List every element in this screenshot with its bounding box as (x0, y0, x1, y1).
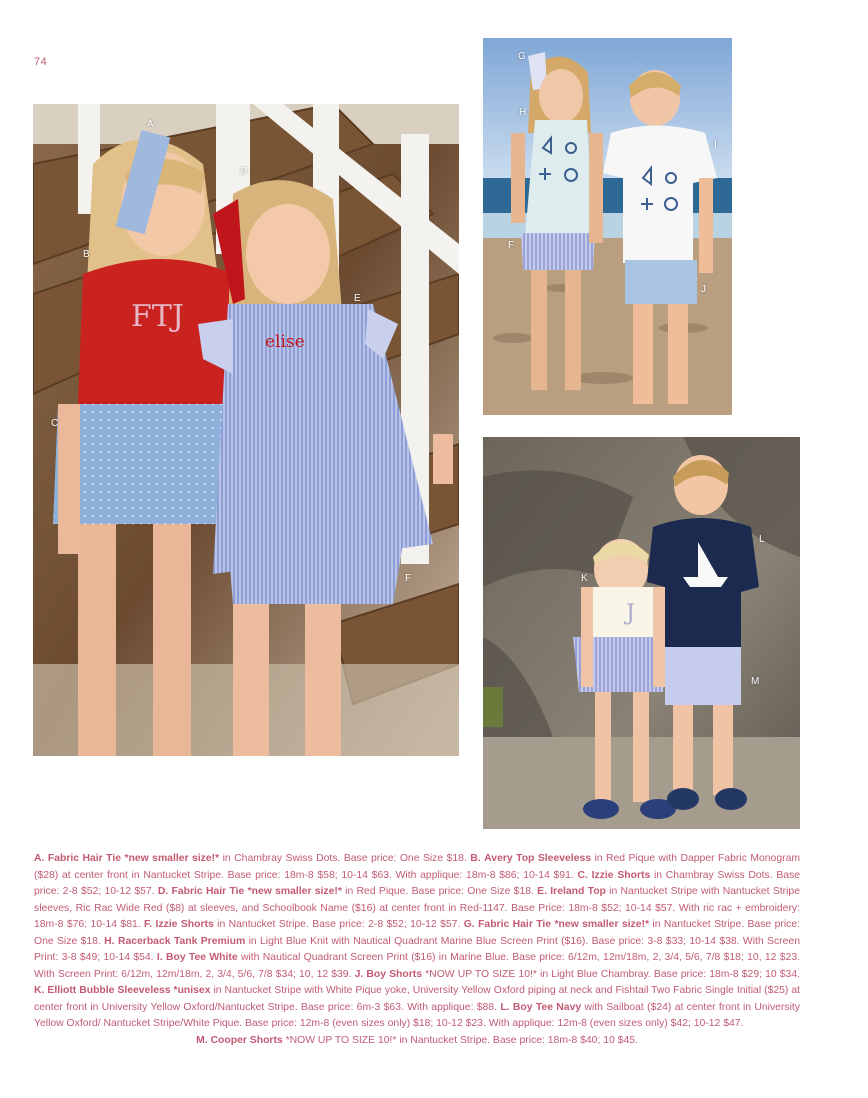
marker-b: B (83, 249, 90, 260)
marker-m: M (751, 676, 760, 687)
marker-c: C (51, 418, 59, 429)
caption-item-k: K. Elliott Bubble Sleeveless *unisex in Nantucket Stripe with White Pique yoke, University Yellow Oxford piping at neck and Fishtail Two Fabric Single Initial ($25) at center front in University Yellow Oxford/Nantucket Stripe. Base price: 6m-3 $63. With applique: $88. (34, 985, 800, 1013)
caption-item-l: L. Boy Tee Navy with Sailboat ($24) at center front in University Yellow Oxford/ Nantucket Stripe/White Pique. Base price: 12m-8 (even sizes only) $18; 10-12 $23. With applique: 12m-8 (even sizes only) $42; 10-12 $47. (34, 1001, 800, 1029)
caption-item-i: I. Boy Tee White with Nautical Quadrant Screen Print ($16) in Marine Blue. Base price: 6/12m, 12m/18m, 2, 3/4, 5/6, 7/8 $18; 10, 12 $23. With Screen Print: 6/12m, 12m/18m, 2, 3/4, 5/6, 7/8 $34; 10, 12 $39. (34, 952, 800, 980)
elise-embroidery: elise (265, 332, 305, 352)
marker-h: H (519, 107, 527, 118)
photo-girls-on-stairs (33, 104, 459, 756)
marker-k: K (581, 573, 588, 584)
caption-item-a: A. Fabric Hair Tie *new smaller size!* in Chambray Swiss Dots. Base price: One Size $18. (34, 853, 471, 864)
caption-item-h: H. Racerback Tank Premium in Light Blue Knit with Nautical Quadrant Marine Blue Screen Print ($16). Base price: 3-8 $33; 10-14 $38. With Screen Print: 3-8 $49; 10-14 $54. (34, 935, 800, 963)
photo-kids-on-beach (483, 38, 732, 415)
caption-item-d: D. Fabric Hair Tie *new smaller size!* in Red Pique. Base price: One Size $18. (157, 886, 538, 897)
marker-l: L (759, 534, 765, 545)
caption-item-m: M. Cooper Shorts *NOW UP TO SIZE 10!* in Nantucket Stripe. Base price: 18m-8 $40; 10 $45. (196, 1034, 638, 1046)
caption-item-f: F. Izzie Shorts in Nantucket Stripe. Base price: 2-8 $52; 10-12 $57. (144, 919, 464, 930)
photo-kids-on-beach-image (483, 38, 732, 415)
marker-e: E (354, 293, 361, 304)
caption-item-c: C. Izzie Shorts in Chambray Swiss Dots. Base price: 2-8 $52; 10-12 $57. (34, 869, 800, 897)
photo-girls-on-stairs-image (33, 104, 459, 756)
marker-f-main: F (405, 573, 412, 584)
marker-f-beach: F (508, 240, 515, 251)
caption-item-j: J. Boy Shorts *NOW UP TO SIZE 10!* in Light Blue Chambray. Base price: 18m-8 $29; 10 $34. (354, 968, 801, 980)
marker-d: D (240, 166, 248, 177)
marker-a: A (147, 119, 154, 130)
caption-item-e: E. Ireland Top in Nantucket Stripe with Nantucket Stripe sleeves, Ric Rac Wide Red ($8) at sleeves, and Schoolbook Name ($16) at center front in Red-1147. Base Price: 18m-8 $52; 10-14 $57. With ric rac + embroidery: 18m-8 $76; 10-14 $81. (34, 886, 800, 930)
marker-j: J (701, 284, 706, 295)
marker-i: I (714, 140, 717, 151)
initial-applique: J (626, 601, 635, 626)
caption-item-b: B. Avery Top Sleeveless in Red Pique with Dapper Fabric Monogram ($28) at center front in Nantucket Stripe. Base price: 18m-8 $58; 10-14 $63. With applique: 18m-8 $86; 10-14 $91. (34, 853, 801, 881)
caption-item-g: G. Fabric Hair Tie *new smaller size!* in Nantucket Stripe. Base price: One Size $18. (34, 919, 800, 947)
marker-g: G (518, 51, 526, 62)
photo-boys-by-rocks (483, 437, 800, 829)
product-caption (34, 851, 800, 1049)
page-number: 74 (34, 56, 48, 68)
svg-text:FTJ: FTJ (131, 299, 184, 334)
photo-boys-by-rocks-image (483, 437, 800, 829)
